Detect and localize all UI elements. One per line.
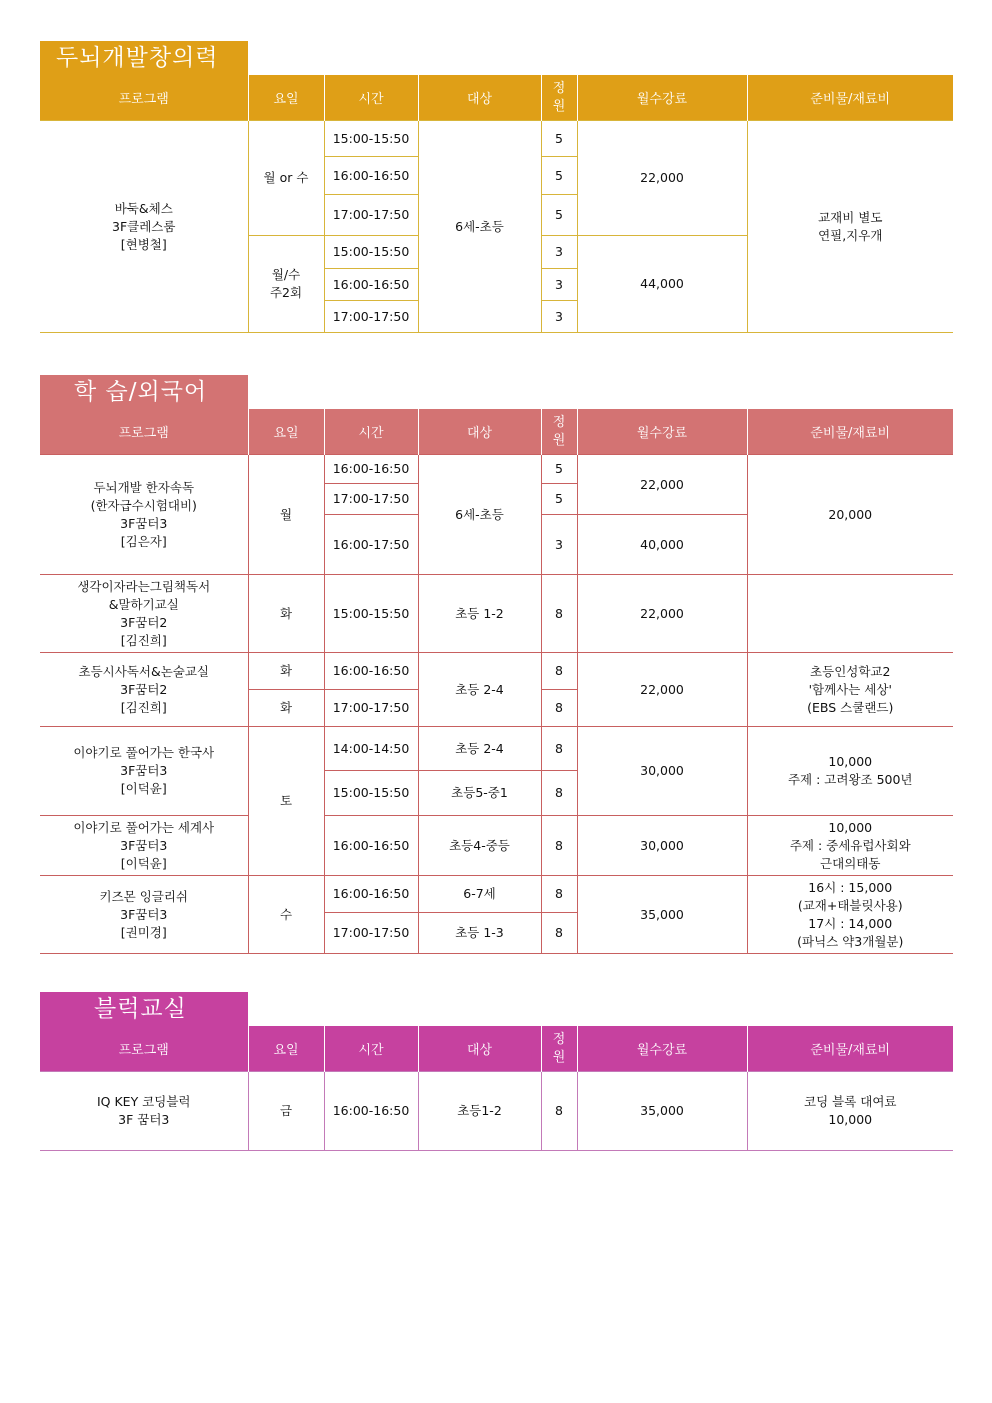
target-cell: 초등 1-3 [418, 913, 541, 954]
material-cell: 16시 : 15,000 (교재+태블릿사용) 17시 : 14,000 (파닉스 약3개월분) [747, 876, 953, 954]
material-cell: 20,000 [747, 455, 953, 575]
capacity-cell: 8 [541, 690, 577, 727]
col-day: 요일 [248, 1026, 324, 1072]
fee-cell: 30,000 [577, 727, 747, 816]
material-cell: 코딩 블록 대여료 10,000 [747, 1072, 953, 1151]
col-fee: 월수강료 [577, 409, 747, 455]
col-target: 대상 [418, 75, 541, 121]
time-cell: 16:00-16:50 [324, 455, 418, 484]
table-header [40, 1026, 953, 1072]
fee-cell: 35,000 [577, 876, 747, 954]
capacity-cell: 5 [541, 195, 577, 236]
table-row [40, 816, 953, 876]
col-material: 준비물/재료비 [747, 409, 953, 455]
target-cell: 6세-초등 [418, 121, 541, 333]
col-program: 프로그램 [40, 409, 248, 455]
capacity-cell: 3 [541, 236, 577, 269]
fee-cell: 22,000 [577, 121, 747, 236]
capacity-cell: 8 [541, 876, 577, 913]
fee-cell: 30,000 [577, 816, 747, 876]
program-cell: 두뇌개발 한자속독 (한자급수시험대비) 3F꿈터3 [김은자] [40, 455, 248, 575]
day-cell: 월/수 주2회 [248, 236, 324, 333]
material-cell: 초등인성학교2 '함께사는 세상' (EBS 스쿨랜드) [747, 653, 953, 727]
schedule-table [40, 1026, 953, 1151]
time-cell: 14:00-14:50 [324, 727, 418, 771]
col-material: 준비물/재료비 [747, 1026, 953, 1072]
table-row [40, 455, 953, 484]
program-cell: 이야기로 풀어가는 세계사 3F꿈터3 [이덕윤] [40, 816, 248, 876]
time-cell: 15:00-15:50 [324, 771, 418, 816]
col-program: 프로그램 [40, 1026, 248, 1072]
time-cell: 16:00-16:50 [324, 876, 418, 913]
table-row [40, 575, 953, 653]
capacity-cell: 5 [541, 455, 577, 484]
time-cell: 17:00-17:50 [324, 690, 418, 727]
material-cell: 10,000 주제 : 고려왕조 500년 [747, 727, 953, 816]
table-header [40, 409, 953, 455]
program-cell: 생각이자라는그림책독서 &말하기교실 3F꿈터2 [김진희] [40, 575, 248, 653]
table-row [40, 1072, 953, 1151]
time-cell: 15:00-15:50 [324, 236, 418, 269]
capacity-cell: 5 [541, 121, 577, 157]
target-cell: 초등4-중등 [418, 816, 541, 876]
time-cell: 16:00-16:50 [324, 1072, 418, 1151]
table-row [40, 727, 953, 771]
capacity-cell: 5 [541, 484, 577, 515]
time-cell: 17:00-17:50 [324, 913, 418, 954]
fee-cell: 22,000 [577, 455, 747, 515]
program-cell: IQ KEY 코딩블럭 3F 꿈터3 [40, 1072, 248, 1151]
time-cell: 16:00-16:50 [324, 816, 418, 876]
material-cell: 10,000 주제 : 중세유럽사회와 근대의태동 [747, 816, 953, 876]
capacity-cell: 8 [541, 727, 577, 771]
day-cell: 화 [248, 690, 324, 727]
col-fee: 월수강료 [577, 1026, 747, 1072]
col-time: 시간 [324, 409, 418, 455]
material-cell: 교재비 별도 연필,지우개 [747, 121, 953, 333]
fee-cell: 22,000 [577, 575, 747, 653]
section-title: 두뇌개발창의력 [40, 41, 248, 75]
target-cell: 6-7세 [418, 876, 541, 913]
capacity-cell: 8 [541, 653, 577, 690]
time-cell: 17:00-17:50 [324, 484, 418, 515]
target-cell: 초등5-중1 [418, 771, 541, 816]
time-cell: 16:00-17:50 [324, 515, 418, 575]
table-header [40, 75, 953, 121]
col-capacity [541, 409, 577, 455]
table-row [40, 876, 953, 913]
day-cell: 월 [248, 455, 324, 575]
target-cell: 초등1-2 [418, 1072, 541, 1151]
program-cell: 바둑&체스 3F클레스룸 [현병철] [40, 121, 248, 333]
col-material: 준비물/재료비 [747, 75, 953, 121]
capacity-cell: 8 [541, 575, 577, 653]
capacity-cell: 5 [541, 157, 577, 195]
col-time: 시간 [324, 1026, 418, 1072]
target-cell: 초등 1-2 [418, 575, 541, 653]
day-cell: 토 [248, 727, 324, 876]
capacity-cell: 8 [541, 816, 577, 876]
fee-cell: 35,000 [577, 1072, 747, 1151]
capacity-cell: 3 [541, 269, 577, 301]
time-cell: 17:00-17:50 [324, 301, 418, 333]
col-time: 시간 [324, 75, 418, 121]
table-row [40, 653, 953, 690]
col-capacity [541, 75, 577, 121]
col-program: 프로그램 [40, 75, 248, 121]
table-row [40, 121, 953, 157]
target-cell: 6세-초등 [418, 455, 541, 575]
time-cell: 16:00-16:50 [324, 269, 418, 301]
capacity-label: 정원 [552, 414, 566, 448]
capacity-label: 정원 [552, 80, 566, 114]
time-cell: 17:00-17:50 [324, 195, 418, 236]
capacity-cell: 8 [541, 771, 577, 816]
material-cell [747, 575, 953, 653]
col-fee: 월수강료 [577, 75, 747, 121]
col-target: 대상 [418, 409, 541, 455]
program-cell: 키즈몬 잉글리쉬 3F꿈터3 [권미경] [40, 876, 248, 954]
col-target: 대상 [418, 1026, 541, 1072]
time-cell: 15:00-15:50 [324, 575, 418, 653]
target-cell: 초등 2-4 [418, 727, 541, 771]
time-cell: 16:00-16:50 [324, 157, 418, 195]
fee-cell: 44,000 [577, 236, 747, 333]
day-cell: 수 [248, 876, 324, 954]
day-cell: 화 [248, 575, 324, 653]
section-title: 블럭교실 [40, 992, 248, 1026]
section-title: 학 습/외국어 [40, 375, 248, 409]
col-day: 요일 [248, 75, 324, 121]
day-cell: 월 or 수 [248, 121, 324, 236]
col-day: 요일 [248, 409, 324, 455]
schedule-table [40, 75, 953, 333]
fee-cell: 22,000 [577, 653, 747, 727]
program-cell: 초등시사독서&논술교실 3F꿈터2 [김진희] [40, 653, 248, 727]
fee-cell: 40,000 [577, 515, 747, 575]
capacity-cell: 3 [541, 301, 577, 333]
time-cell: 15:00-15:50 [324, 121, 418, 157]
capacity-cell: 8 [541, 913, 577, 954]
schedule-table [40, 409, 953, 954]
target-cell: 초등 2-4 [418, 653, 541, 727]
day-cell: 금 [248, 1072, 324, 1151]
col-capacity [541, 1026, 577, 1072]
day-cell: 화 [248, 653, 324, 690]
capacity-cell: 3 [541, 515, 577, 575]
time-cell: 16:00-16:50 [324, 653, 418, 690]
capacity-cell: 8 [541, 1072, 577, 1151]
capacity-label: 정원 [552, 1031, 566, 1065]
program-cell: 이야기로 풀어가는 한국사 3F꿈터3 [이덕윤] [40, 727, 248, 816]
